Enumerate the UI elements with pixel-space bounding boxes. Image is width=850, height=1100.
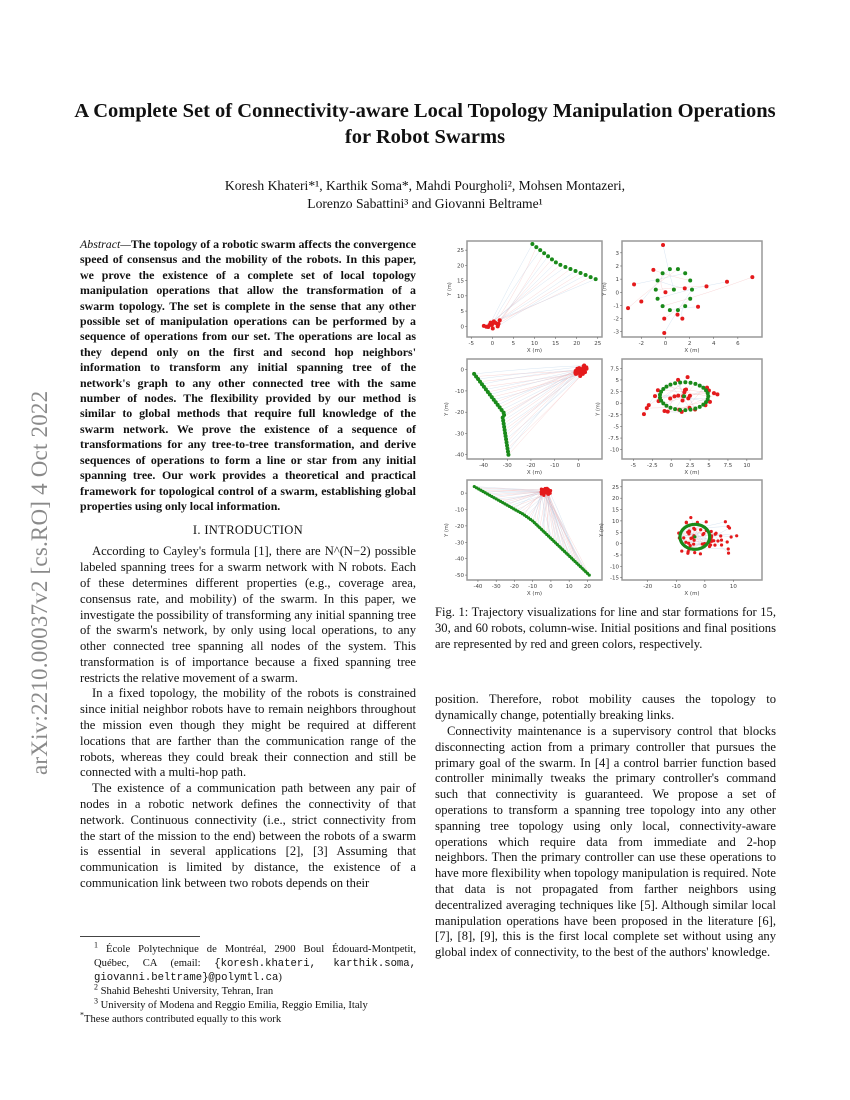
y-tick-label: -5 — [613, 553, 619, 559]
y-tick-label: 5 — [460, 309, 464, 316]
final-position-point — [538, 248, 542, 252]
x-tick-label: -10 — [550, 463, 560, 469]
initial-position-point — [490, 321, 494, 325]
y-axis-label: Y (m) — [447, 282, 454, 296]
final-position-point — [550, 257, 554, 261]
initial-position-point — [750, 275, 754, 279]
final-position-point — [668, 406, 672, 410]
author-list — [60, 177, 790, 213]
final-position-point — [554, 260, 558, 264]
final-position-point — [589, 275, 593, 279]
initial-position-point — [683, 286, 687, 290]
y-tick-label: 15 — [612, 507, 619, 514]
right-column-text — [435, 692, 776, 961]
x-tick-label: 10 — [565, 584, 573, 590]
initial-position-point — [576, 368, 580, 372]
y-tick-label: -40 — [455, 452, 464, 459]
x-tick-label: 15 — [552, 341, 560, 347]
authors-line-2: Lorenzo Sabattini³ and Giovanni Beltrame¹ — [307, 196, 543, 211]
initial-position-point — [686, 531, 689, 534]
initial-position-point — [720, 543, 723, 546]
initial-position-point — [714, 533, 717, 536]
y-tick-label: -1 — [613, 303, 619, 310]
final-position-point — [664, 385, 668, 389]
y-tick-label: 25 — [457, 248, 464, 255]
final-position-point — [698, 405, 702, 409]
y-tick-label: -15 — [610, 575, 619, 582]
paper-title: A Complete Set of Connectivity-aware Local Topology Manipulation Operations for Robot Swarms — [74, 100, 776, 148]
initial-position-point — [692, 543, 695, 546]
y-tick-label: 5 — [615, 530, 619, 537]
initial-position-point — [726, 540, 729, 543]
x-tick-label: 6 — [736, 341, 740, 347]
y-axis-label: Y (m) — [598, 523, 605, 537]
intro-paragraph: In a fixed topology, the mobility of the robots is constrained since initial neighbor robots have to remain neighbors throughout the mission even though they might be required at different locations that are farther than the communication range of the robots, whereas they could break their connection and still be connected with a multi-hop path. — [80, 686, 416, 780]
abstract — [80, 237, 416, 514]
final-position-point — [673, 381, 677, 385]
initial-position-point — [680, 317, 684, 321]
final-position-point — [693, 535, 696, 538]
final-position-point — [579, 271, 583, 275]
y-tick-label: -10 — [610, 447, 619, 454]
initial-position-point — [684, 541, 687, 544]
initial-position-point — [693, 539, 696, 542]
y-axis-label: Y (m) — [595, 402, 602, 416]
final-position-point — [676, 267, 680, 271]
initial-position-point — [727, 547, 730, 550]
initial-position-point — [720, 539, 723, 542]
final-position-point — [683, 408, 687, 412]
y-tick-label: 20 — [457, 263, 464, 270]
footnotes — [80, 940, 417, 1027]
initial-position-point — [663, 290, 667, 294]
intro-paragraph: The existence of a communication path between any pair of nodes in a robotic network defines the connectivity of that network. Continuous connectivity (i.e., strict connectivity from the start of the mission to the end) between the robots of a swarm is essential in several applications [2], [3] Assuming that communication is limited by distance, the existence of a communication link between two robots depends on their — [80, 781, 416, 891]
plot-panel-6 — [599, 480, 762, 597]
y-tick-label: 2.5 — [610, 389, 619, 396]
initial-position-point — [662, 409, 666, 413]
final-position-point — [530, 242, 534, 246]
x-tick-label: 25 — [594, 341, 602, 347]
initial-position-point — [725, 280, 729, 284]
final-position-point — [594, 277, 598, 281]
final-position-point — [568, 267, 572, 271]
body-paragraph: position. Therefore, robot mobility causes the topology to dynamically change, potentially breaking links. — [435, 692, 776, 723]
figure-caption: Fig. 1: Trajectory visualizations for line and star formations for 15, 30, and 60 robots, column-wise. Initial positions and final positions are represented by red and green colors, respectively. — [435, 605, 776, 651]
initial-position-point — [575, 372, 579, 376]
initial-position-point — [693, 551, 696, 554]
y-tick-label: -3 — [613, 329, 619, 336]
final-position-point — [574, 269, 578, 273]
initial-position-point — [705, 520, 708, 523]
final-position-point — [656, 297, 660, 301]
y-tick-label: 7.5 — [610, 366, 619, 373]
y-tick-label: 0 — [615, 290, 619, 297]
final-position-point — [563, 265, 567, 269]
x-tick-label: 20 — [583, 584, 591, 590]
initial-position-point — [709, 543, 712, 546]
y-axis-label: Y (m) — [443, 402, 450, 416]
introduction-text — [80, 544, 416, 892]
email-addresses: {koresh.khateri, karthik.soma, giovanni.beltrame}@polymtl.ca — [94, 958, 417, 984]
initial-position-point — [642, 412, 646, 416]
initial-position-point — [715, 392, 719, 396]
final-position-point — [683, 271, 687, 275]
y-tick-label: 25 — [612, 484, 619, 491]
intro-paragraph: According to Cayley's formula [1], there are N^(N−2) possible labeled spanning trees for a swarm network with N robots. Each of these determines different properties (e.g., coverage area, consensus rate, and mobility) of the swarm. In this paper, we investigate the possibility of transforming any initial spanning tree of the swarm's network, by only using local operations, to any other connected tree spanning all nodes of the system. This transformation is of importance because a fixed spanning tree restricts the relative movement of a swarm. — [80, 544, 416, 685]
final-position-point — [506, 453, 510, 457]
y-tick-label: 0 — [460, 324, 464, 331]
final-position-point — [678, 380, 682, 384]
y-tick-label: 0 — [615, 541, 619, 548]
initial-position-point — [542, 490, 545, 493]
y-tick-label: -2.5 — [608, 412, 619, 419]
initial-position-point — [699, 528, 702, 531]
footnote-3: $^3$ University of Modena and Reggio Emilia, Reggio Emilia, Italy — [94, 996, 368, 1011]
initial-position-point — [719, 534, 722, 537]
x-axis-label: X (m) — [526, 348, 543, 354]
x-tick-label: 10 — [729, 584, 737, 590]
x-axis-label: X (m) — [684, 591, 700, 597]
initial-position-point — [735, 534, 738, 537]
initial-position-point — [688, 394, 692, 398]
final-position-point — [683, 304, 687, 308]
y-tick-label: -10 — [455, 507, 464, 514]
final-position-point — [682, 394, 686, 398]
initial-position-point — [676, 394, 680, 398]
initial-position-point — [581, 371, 585, 375]
y-tick-label: -20 — [455, 410, 464, 417]
x-axis-label: X (m) — [526, 470, 543, 476]
x-tick-label: 0 — [703, 584, 707, 590]
initial-position-point — [681, 399, 685, 403]
y-tick-label: 0 — [615, 401, 619, 408]
final-position-point — [689, 381, 693, 385]
initial-position-point — [686, 552, 689, 555]
final-position-point — [698, 384, 702, 388]
final-position-point — [664, 404, 668, 408]
x-tick-label: 2 — [687, 341, 692, 347]
plot-panel-2 — [602, 241, 762, 354]
final-position-point — [588, 573, 591, 576]
initial-position-point — [491, 326, 495, 330]
final-position-point — [661, 271, 665, 275]
final-position-point — [701, 386, 705, 390]
final-position-point — [693, 407, 697, 411]
final-position-point — [688, 279, 692, 283]
initial-position-point — [683, 388, 687, 392]
initial-position-point — [728, 526, 731, 529]
x-tick-label: 0 — [576, 463, 581, 469]
final-position-point — [656, 279, 660, 283]
initial-position-point — [662, 317, 666, 321]
x-axis-label: X (m) — [684, 348, 700, 354]
final-position-point — [654, 288, 658, 292]
initial-position-point — [693, 528, 696, 531]
x-tick-label: 4 — [711, 341, 716, 347]
final-position-point — [688, 297, 692, 301]
initial-position-point — [672, 394, 676, 398]
x-tick-label: 7.5 — [723, 463, 733, 469]
initial-position-point — [578, 374, 582, 378]
final-position-point — [668, 308, 672, 312]
y-tick-label: 1 — [615, 277, 619, 284]
footnote-equal-contribution: *These authors contributed equally to this work — [80, 1010, 282, 1025]
initial-position-point — [696, 305, 700, 309]
initial-position-point — [699, 552, 702, 555]
x-tick-label: -5 — [630, 463, 637, 469]
initial-position-point — [584, 365, 588, 369]
final-position-point — [678, 408, 682, 412]
final-position-point — [689, 408, 693, 412]
x-tick-label: 5 — [707, 463, 711, 469]
y-tick-label: 10 — [612, 518, 619, 525]
arxiv-identifier: arXiv:2210.00037v2 [cs.RO] 4 Oct 2022 — [27, 390, 52, 775]
initial-position-point — [498, 318, 502, 322]
figure-trajectory-plots — [432, 237, 777, 605]
final-position-point — [673, 407, 677, 411]
initial-position-point — [676, 313, 680, 317]
x-tick-label: -40 — [473, 584, 483, 590]
y-tick-label: 5 — [615, 377, 619, 384]
final-position-point — [672, 288, 676, 292]
y-tick-label: -7.5 — [608, 436, 619, 443]
x-tick-label: -40 — [479, 463, 489, 469]
x-tick-label: -30 — [502, 463, 512, 469]
initial-position-point — [662, 331, 666, 335]
initial-position-point — [689, 537, 692, 540]
footnote-rule — [80, 936, 200, 937]
x-tick-label: 10 — [531, 341, 538, 347]
body-paragraph: Connectivity maintenance is a supervisory control that blocks disconnecting action from a primary controller that pursues the primary goal of the swarm. In [4] a control barrier function based controller minimally tweaks the primary controller's command such that connectivity is guaranteed. We propose a set of operations to transform a spanning tree topology into any other spanning tree topology using only local, connectivity-aware operations which require data from immediate and 2-hop neighbors. Then the primary controller can use these operations to have more flexibility when topology manipulation is required. Note that data is not propagated from farther neighbors using decentralized averaging techniques like [5]. Although similar local manipulation operations have been proposed in the literature [6], [7], [8], [9], this is the first local complete set without using any global index of connectivity, to the best of the authors' knowledge. — [435, 723, 777, 960]
final-position-point — [708, 535, 711, 538]
y-axis-label: Y (m) — [602, 282, 609, 296]
y-tick-label: -5 — [613, 424, 619, 431]
y-tick-label: -10 — [610, 564, 619, 571]
y-tick-label: 10 — [457, 293, 464, 300]
final-position-point — [668, 383, 672, 387]
y-tick-label: -30 — [455, 431, 464, 438]
final-position-point — [661, 401, 665, 405]
plot-panel-4 — [595, 359, 762, 476]
abstract-text: The topology of a robotic swarm affects the convergence speed of consensus and the mobility of the robots. In this paper, we prove the existence of a complete set of local topology manipulation operations that allow the transformation of a swarm topology. The set is complete in the sense that any other possible set of manipulation operations can be performed by a sequence of operations from our set. The operations are local as they depend only on the first and second hop neighbors' information to transform any initial spanning tree of the network's graph to any other connected tree with the same number of nodes. The flexibility provided by our method is similar to global methods that require full knowledge of the swarm network. We prove the existence of a sequence of transformations for any tree-to-tree transformation, and derive sequences of operations to form a line or star from any initial spanning tree. Our work provides a theoretical and practical framework for topological control of a swarm, establishing global properties using only local information. — [80, 237, 416, 513]
x-tick-label: -30 — [491, 584, 501, 590]
initial-position-point — [653, 394, 657, 398]
x-tick-label: 10 — [743, 463, 751, 469]
section-heading: I. INTRODUCTION — [192, 523, 304, 538]
initial-position-point — [730, 535, 733, 538]
final-position-point — [534, 245, 538, 249]
x-axis-label: X (m) — [526, 591, 543, 597]
left-column — [80, 237, 416, 1027]
x-tick-label: -20 — [643, 584, 653, 590]
y-tick-label: -20 — [455, 523, 464, 530]
initial-position-point — [713, 544, 716, 547]
y-tick-label: -50 — [455, 573, 464, 580]
initial-position-point — [716, 539, 719, 542]
x-tick-label: -20 — [526, 463, 536, 469]
plot-panel-1 — [447, 241, 602, 354]
y-axis-label: Y (m) — [443, 523, 450, 537]
x-tick-label: -2 — [638, 341, 645, 347]
initial-position-point — [486, 325, 490, 329]
abstract-label: Abstract— — [80, 237, 131, 251]
x-tick-label: 0 — [490, 341, 495, 347]
initial-position-point — [496, 324, 500, 328]
final-position-point — [542, 251, 546, 255]
initial-position-point — [724, 520, 727, 523]
final-position-point — [668, 267, 672, 271]
final-position-point — [693, 382, 697, 386]
x-tick-label: 5 — [511, 341, 516, 347]
final-position-point — [584, 273, 588, 277]
right-column — [432, 237, 777, 961]
y-tick-label: 3 — [615, 250, 619, 257]
x-tick-label: -10 — [528, 584, 538, 590]
initial-position-point — [704, 284, 708, 288]
initial-position-point — [682, 536, 685, 539]
initial-position-point — [685, 521, 688, 524]
initial-position-point — [482, 324, 486, 328]
initial-position-point — [549, 492, 552, 495]
initial-position-point — [712, 391, 716, 395]
initial-position-point — [632, 282, 636, 286]
plot-panel-3 — [444, 359, 602, 476]
authors-line-1: Koresh Khateri*¹, Karthik Soma*, Mahdi Pourgholi², Mohsen Montazeri, — [224, 178, 626, 193]
plot-panel-5 — [444, 480, 602, 597]
x-tick-label: -10 — [671, 584, 681, 590]
final-position-point — [558, 263, 562, 267]
x-tick-label: 20 — [573, 341, 581, 347]
x-tick-label: 2.5 — [685, 463, 695, 469]
initial-position-point — [686, 375, 690, 379]
initial-position-point — [639, 299, 643, 303]
footnote-1: $^1$ École Polytechnique de Montréal, 2900 Boul Édouard-Montpetit, Québec, CA (email: {koresh.khateri, karthik.soma, giovanni.beltrame}@polymtl.ca) — [94, 940, 417, 984]
initial-position-point — [680, 549, 683, 552]
y-tick-label: -2 — [613, 316, 619, 323]
x-tick-label: -2.5 — [646, 463, 658, 469]
y-tick-label: 0 — [460, 491, 464, 498]
x-axis-label: X (m) — [684, 470, 700, 476]
final-position-point — [676, 308, 680, 312]
y-tick-label: 0 — [460, 367, 464, 374]
y-tick-label: -10 — [455, 388, 464, 395]
final-position-point — [706, 394, 710, 398]
x-tick-label: 0 — [669, 463, 673, 469]
initial-position-point — [702, 532, 705, 535]
initial-position-point — [645, 406, 649, 410]
final-position-point — [661, 304, 665, 308]
initial-position-point — [689, 516, 692, 519]
footnote-area — [80, 926, 416, 1027]
y-tick-label: -40 — [455, 556, 464, 563]
final-position-point — [546, 254, 550, 258]
y-tick-label: 20 — [612, 496, 619, 503]
footnote-2: $^2$ Shahid Beheshti University, Tehran, Iran — [94, 982, 274, 997]
x-tick-label: 0 — [549, 584, 553, 590]
x-tick-label: -20 — [509, 584, 519, 590]
initial-position-point — [651, 268, 655, 272]
y-tick-label: -30 — [455, 540, 464, 547]
x-tick-label: -5 — [468, 341, 474, 347]
initial-position-point — [668, 397, 672, 401]
final-position-point — [690, 288, 694, 292]
initial-position-point — [727, 552, 730, 555]
final-position-point — [683, 380, 687, 384]
initial-position-point — [661, 243, 665, 247]
y-tick-label: 15 — [457, 278, 464, 285]
y-tick-label: 2 — [615, 263, 619, 270]
initial-position-point — [626, 306, 630, 310]
x-tick-label: 0 — [663, 341, 668, 347]
